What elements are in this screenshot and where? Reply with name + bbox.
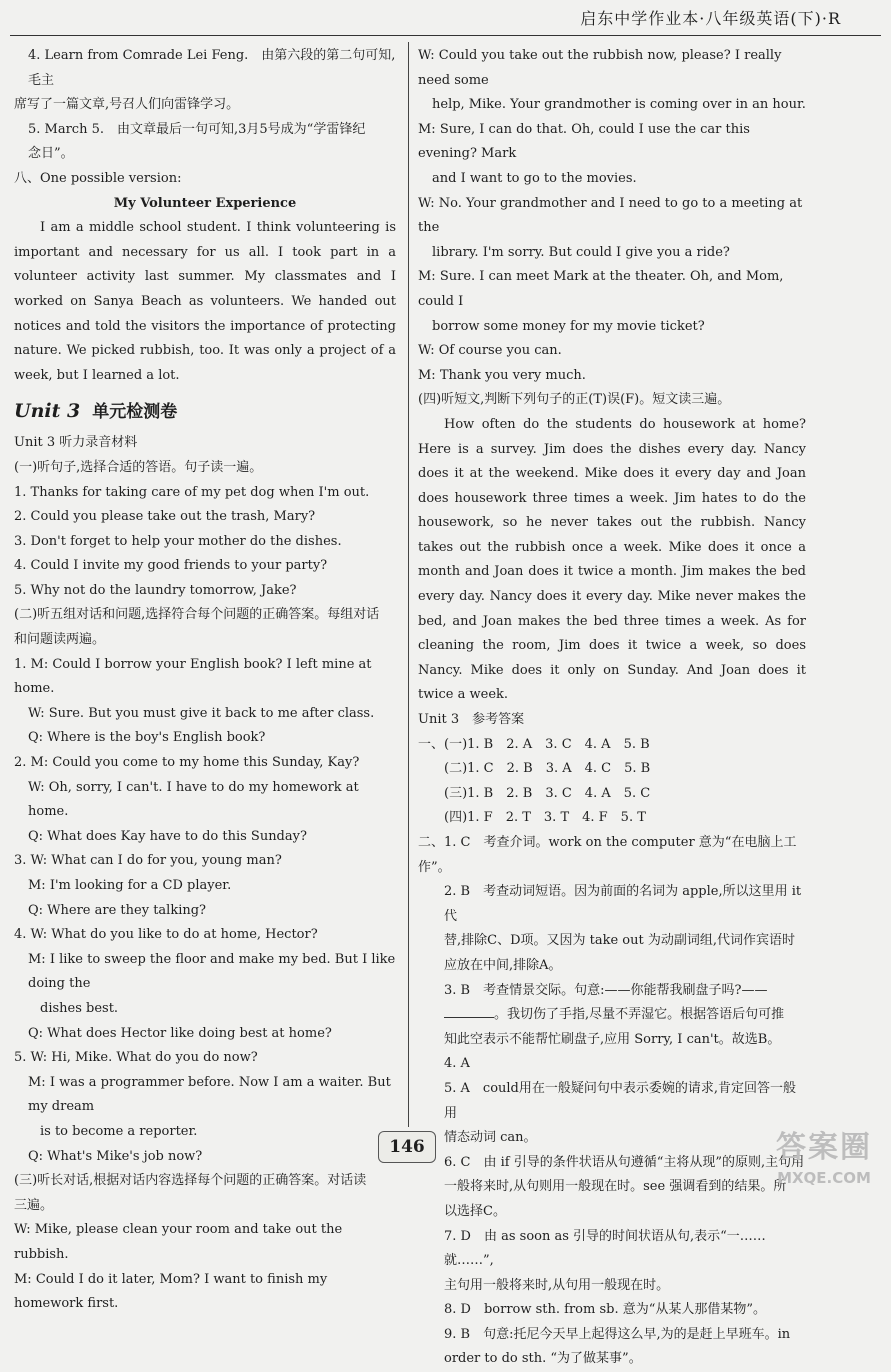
watermark-text: 答案圈 bbox=[776, 1130, 872, 1165]
answer-blank bbox=[444, 1003, 494, 1018]
text-line: Q: What's Mike's job now? bbox=[28, 1148, 203, 1164]
text-line bbox=[418, 1003, 806, 1028]
text-line: 1. M: Could I borrow your English book? I left mine at home. bbox=[14, 656, 372, 697]
text-line: (二)听五组对话和问题,选择符合每个问题的正确答案。每组对话 bbox=[14, 607, 380, 623]
text-line: 主句用一般将来时,从句用一般现在时。 bbox=[444, 1277, 670, 1293]
text-line: 知此空表示不能帮忙刷盘子,应用 Sorry, I can't。故选B。 bbox=[444, 1031, 781, 1047]
unit-heading bbox=[14, 396, 396, 427]
text-line: help, Mike. Your grandmother is coming over in an hour. bbox=[432, 97, 806, 113]
essay-title: My Volunteer Experience bbox=[113, 195, 297, 211]
text-line: 应放在中间,排除A。 bbox=[444, 957, 562, 973]
text-line: (二)1. C 2. B 3. A 4. C 5. B bbox=[444, 761, 651, 777]
text-line: M: Thank you very much. bbox=[418, 367, 586, 383]
text-line: 5. A could用在一般疑问句中表示委婉的请求,肯定回答一般用 bbox=[444, 1080, 797, 1121]
text-line: (三)1. B 2. B 3. C 4. A 5. C bbox=[444, 785, 651, 801]
column-divider bbox=[408, 42, 409, 1127]
text-line: 5. March 5. 由文章最后一句可知,3月5号成为“学雷锋纪 bbox=[28, 121, 366, 137]
text-line: 三遍。 bbox=[14, 1197, 54, 1213]
text-line: M: I was a programmer before. Now I am a waiter. But my dream bbox=[28, 1074, 391, 1115]
text-line: 和问题读两遍。 bbox=[14, 632, 106, 648]
text-line: 席写了一篇文章,号召人们向雷锋学习。 bbox=[14, 97, 240, 113]
text-line: 1. Thanks for taking care of my pet dog when I'm out. bbox=[14, 484, 370, 500]
text-line: 4. Could I invite my good friends to your party? bbox=[14, 558, 328, 574]
text-line: and I want to go to the movies. bbox=[432, 170, 637, 186]
text-line: 念日”。 bbox=[28, 146, 74, 162]
text-line: M: Sure, I can do that. Oh, could I use the car this evening? Mark bbox=[418, 121, 750, 162]
unit-title: Unit 3 bbox=[14, 400, 81, 423]
text-line: Q: What does Kay have to do this Sunday? bbox=[28, 828, 307, 844]
text-line: 以选择C。 bbox=[444, 1203, 506, 1219]
text-line: 8. D borrow sth. from sb. 意为“从某人那借某物”。 bbox=[444, 1302, 767, 1318]
text-line: 3. Don't forget to help your mother do the dishes. bbox=[14, 533, 342, 549]
text-line: Q: What does Hector like doing best at home? bbox=[28, 1025, 332, 1041]
text-line: library. I'm sorry. But could I give you a ride? bbox=[432, 244, 730, 260]
text-line: 9. B 句意:托尼今天早上起得这么早,为的是赶上早班车。in bbox=[444, 1326, 791, 1342]
left-column bbox=[14, 44, 396, 1317]
page-header bbox=[10, 6, 881, 36]
text-line: M: Could I do it later, Mom? I want to finish my homework first. bbox=[14, 1271, 328, 1312]
text-line: M: I like to sweep the floor and make my bed. But I like doing the bbox=[28, 951, 396, 992]
text-line: 6. C 由 if 引导的条件状语从句遵循“主将从现”的原则,主句用 bbox=[444, 1154, 805, 1170]
text-line: W: Could you take out the rubbish now, please? I really need some bbox=[418, 48, 782, 88]
text-line: 情态动词 can。 bbox=[444, 1130, 537, 1146]
unit-subtitle: 单元检测卷 bbox=[92, 402, 178, 423]
text-line: M: Sure. I can meet Mark at the theater. Oh, and Mom, could I bbox=[418, 269, 784, 309]
text-line: W: No. Your grandmother and I need to go to a meeting at the bbox=[418, 195, 803, 236]
text-line: 八、One possible version: bbox=[14, 170, 182, 186]
text-line: 4. Learn from Comrade Lei Feng. 由第六段的第二句可知,毛主 bbox=[28, 48, 396, 88]
text-line: Q: Where is the boy's English book? bbox=[28, 730, 266, 746]
text-line: Unit 3 参考答案 bbox=[418, 712, 525, 728]
text-line: dishes best. bbox=[40, 1000, 119, 1016]
text-line: 4. W: What do you like to do at home, Hector? bbox=[14, 927, 318, 943]
passage-body: How often do the students do housework at home? Here is a survey. Jim does the dishes every day. Nancy does it at the weekend. Mike does it every day and Joan does housework three times a week. Jim hates to do the housework, so he never takes out the rubbish. Nancy takes out the rubbish once a week. Mike does it once a month and Joan does it twice a month. Jim makes the bed every day. Nancy does it every day. Mike never makes the bed, and Joan makes the bed three times a week. As for cleaning the room, Jim does it twice a week, so does Nancy. Mike does it only on Sunday. And Joan does it twice a week. bbox=[418, 416, 806, 703]
text-line: W: Mike, please clean your room and take out the rubbish. bbox=[14, 1222, 343, 1262]
text-line: (四)听短文,判断下列句子的正(T)误(F)。短文读三遍。 bbox=[418, 392, 731, 408]
right-column bbox=[418, 44, 806, 1372]
text-line: 2. M: Could you come to my home this Sunday, Kay? bbox=[14, 755, 360, 771]
text-line: 7. D 由 as soon as 引导的时间状语从句,表示“一……就……”, bbox=[444, 1228, 766, 1269]
watermark-logo bbox=[760, 1128, 888, 1196]
text-line: 替,排除C、D项。又因为 take out 为动副词组,代词作宾语时 bbox=[444, 933, 796, 949]
text-line: 2. B 考查动词短语。因为前面的名词为 apple,所以这里用 it 代 bbox=[444, 884, 802, 924]
header-rule bbox=[10, 35, 881, 36]
essay-body: I am a middle school student. I think volunteering is important and necessary for us all. I took part in a volunteer activity last summer. My classmates and I worked on Sanya Beach as volunteers. We handed out notices and told the visitors the importance of protecting nature. We picked rubbish, too. It was only a project of a week, but I learned a lot. bbox=[14, 220, 396, 383]
text-line: W: Of course you can. bbox=[418, 343, 562, 359]
text-line: 一般将来时,从句则用一般现在时。see 强调看到的结果。所 bbox=[444, 1179, 787, 1195]
text-line: Unit 3 听力录音材料 bbox=[14, 435, 138, 451]
text-line: 5. W: Hi, Mike. What do you do now? bbox=[14, 1050, 258, 1066]
text-line: (四)1. F 2. T 3. T 4. F 5. T bbox=[444, 810, 646, 826]
text-line: 二、1. C 考查介词。work on the computer 意为“在电脑上工作”。 bbox=[418, 835, 797, 875]
text-line: 一、(一)1. B 2. A 3. C 4. A 5. B bbox=[418, 736, 650, 752]
text-line: is to become a reporter. bbox=[40, 1123, 198, 1139]
text-line: W: Sure. But you must give it back to me after class. bbox=[28, 705, 375, 721]
text-line: W: Oh, sorry, I can't. I have to do my homework at home. bbox=[28, 779, 359, 820]
text-line: order to do sth. “为了做某事”。 bbox=[444, 1351, 642, 1367]
text-line: M: I'm looking for a CD player. bbox=[28, 878, 232, 893]
text-line: 4. A bbox=[444, 1056, 470, 1072]
text-line: 5. Why not do the laundry tomorrow, Jake? bbox=[14, 582, 297, 598]
page-number: 146 bbox=[378, 1131, 436, 1163]
watermark-url: MXQE.COM bbox=[777, 1169, 871, 1187]
text-line: (三)听长对话,根据对话内容选择每个问题的正确答案。对话读 bbox=[14, 1173, 367, 1189]
text-line: 3. W: What can I do for you, young man? bbox=[14, 853, 282, 869]
header-title: 启东中学作业本·八年级英语(下)·R bbox=[580, 9, 841, 28]
text-fragment: 。我切伤了手指,尽量不弄湿它。根据答语后句可推 bbox=[494, 1007, 785, 1023]
text-line: 3. B 考查情景交际。句意:——你能帮我刷盘子吗?—— bbox=[444, 982, 768, 998]
text-line: (一)听句子,选择合适的答语。句子读一遍。 bbox=[14, 459, 263, 475]
text-line: borrow some money for my movie ticket? bbox=[432, 318, 705, 334]
text-line: Q: Where are they talking? bbox=[28, 902, 207, 918]
text-line: 2. Could you please take out the trash, Mary? bbox=[14, 509, 316, 525]
